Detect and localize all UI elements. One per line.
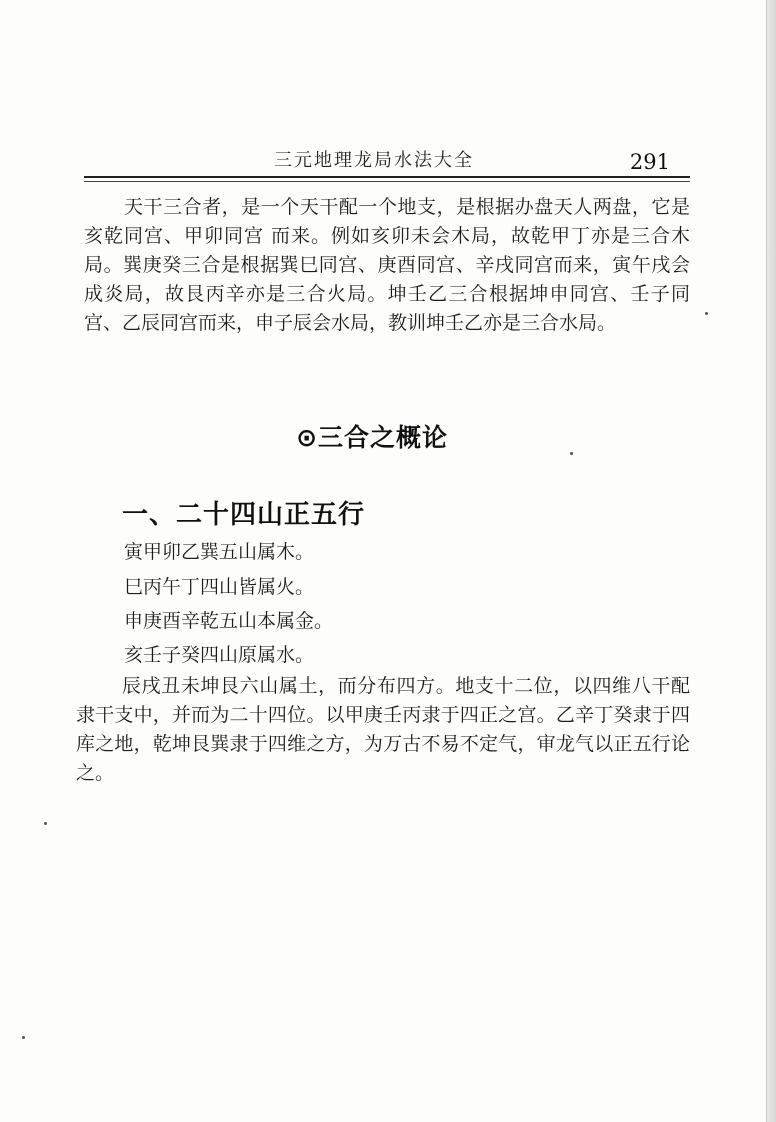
- header-rule: [84, 176, 690, 178]
- closing-paragraph: 辰戌丑未坤艮六山属土，而分布四方。地支十二位，以四维八干配隶干支中，并而为二十四位。以甲庚壬丙隶于四正之宫。乙辛丁癸隶于四库之地，乾坤艮巽隶于四维之方，为万古不易不定气，审龙气以正五行论之。: [76, 675, 690, 784]
- subsection-title: 一、二十四山正五行: [122, 500, 366, 530]
- verse-line-fire: 巳丙午丁四山皆属火。: [124, 576, 315, 598]
- scan-speck: [22, 1036, 25, 1039]
- verse-line-water: 亥壬子癸四山原属水。: [124, 644, 315, 666]
- scan-speck: [44, 822, 47, 825]
- section-title: ⊙三合之概论: [296, 423, 448, 452]
- verse-line-wood: 寅甲卯乙巽五山属木。: [124, 541, 315, 563]
- adjacent-page-edge: [766, 0, 776, 1122]
- page-number: 291: [629, 150, 670, 174]
- intro-paragraph: 天干三合者，是一个天干配一个地支，是根据办盘天人两盘，它是亥乾同宫、甲卯同宫 而来。例如亥卯未会木局，故乾甲丁亦是三合木局。巽庚癸三合是根据巽巳同宫、庚酉同宫、辛戌同宫而来，寅午戌会成炎局，故艮丙辛亦是三合火局。坤壬乙三合根据坤申同宫、壬子同宫、乙辰同宫而来，申子辰会水局，教训坤壬乙亦是三合水局。: [84, 196, 690, 334]
- scan-speck: [705, 312, 708, 315]
- scan-speck: [570, 452, 573, 455]
- header-rule-thin: [84, 181, 690, 182]
- page-header: [84, 140, 690, 186]
- verse-line-metal: 申庚酉辛乾五山本属金。: [124, 610, 334, 632]
- running-title: 三元地理龙局水法大全: [274, 150, 474, 171]
